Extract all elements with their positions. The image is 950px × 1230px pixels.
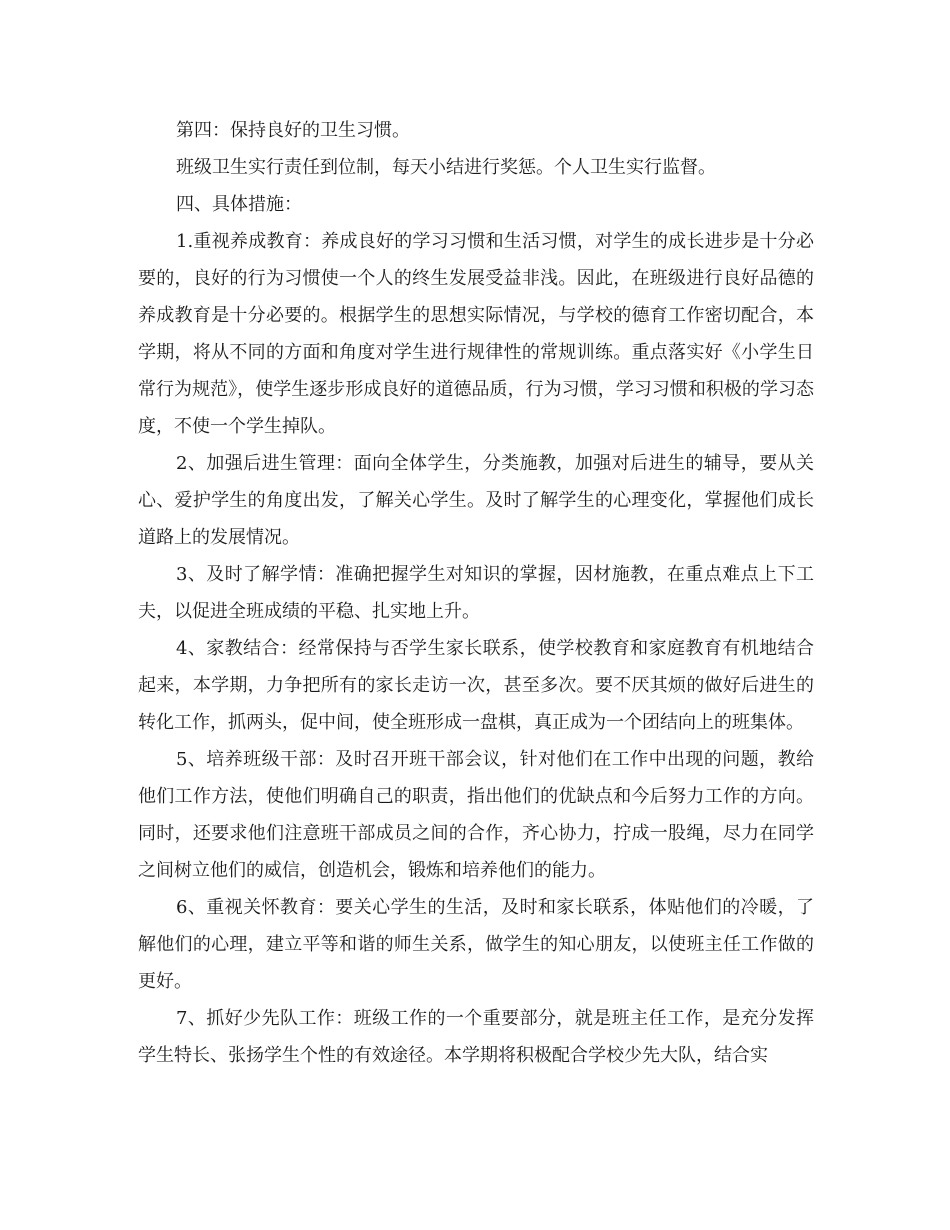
- paragraph-measure-4: 4、家教结合：经常保持与否学生家长联系，使学校教育和家庭教育有机地结合起来，本学期，力争把所有的家长走访一次，甚至多次。要不厌其烦的做好后进生的转化工作，抓两头，促中间，使全班形成一盘棋，真正成为一个团结向上的班集体。: [138, 638, 814, 733]
- paragraph-measure-2: 2、加强后进生管理：面向全体学生，分类施教，加强对后进生的辅导，要从关心、爱护学生的角度出发，了解关心学生。及时了解学生的心理变化，掌握他们成长道路上的发展情况。: [138, 453, 814, 548]
- paragraph-measure-5: 5、培养班级干部：及时召开班干部会议，针对他们在工作中出现的问题，教给他们工作方法，使他们明确自己的职责，指出他们的优缺点和今后努力工作的方向。同时，还要求他们注意班干部成员之间的合作，齐心协力，拧成一股绳，尽力在同学之间树立他们的威信，创造机会，锻炼和培养他们的能力。: [138, 749, 814, 881]
- paragraph-hygiene-heading: 第四：保持良好的卫生习惯。: [176, 120, 410, 141]
- paragraph-measure-3: 3、及时了解学情：准确把握学生对知识的掌握，因材施教，在重点难点上下工夫，以促进全班成绩的平稳、扎实地上升。: [138, 564, 814, 622]
- paragraph-measure-7: 7、抓好少先队工作：班级工作的一个重要部分，就是班主任工作，是充分发挥学生特长、张扬学生个性的有效途径。本学期将积极配合学校少先大队，结合实: [138, 1008, 814, 1066]
- paragraph-measure-1: 1.重视养成教育：养成良好的学习习惯和生活习惯，对学生的成长进步是十分必要的，良好的行为习惯使一个人的终生发展受益非浅。因此，在班级进行良好品德的养成教育是十分必要的。根据学生的思想实际情况，与学校的德育工作密切配合，本学期，将从不同的方面和角度对学生进行规律性的常规训练。重点落实好《小学生日常行为规范》，使学生逐步形成良好的道德品质，行为习惯，学习习惯和积极的学习态度，不使一个学生掉队。: [138, 231, 814, 437]
- section-heading-measures: 四、具体措施：: [176, 194, 302, 215]
- paragraph-hygiene-detail: 班级卫生实行责任到位制，每天小结进行奖惩。个人卫生实行监督。: [176, 157, 716, 178]
- document-body: [138, 112, 814, 1074]
- paragraph-measure-6: 6、重视关怀教育：要关心学生的生活，及时和家长联系，体贴他们的冷暖，了解他们的心理，建立平等和谐的师生关系，做学生的知心朋友，以使班主任工作做的更好。: [138, 897, 814, 992]
